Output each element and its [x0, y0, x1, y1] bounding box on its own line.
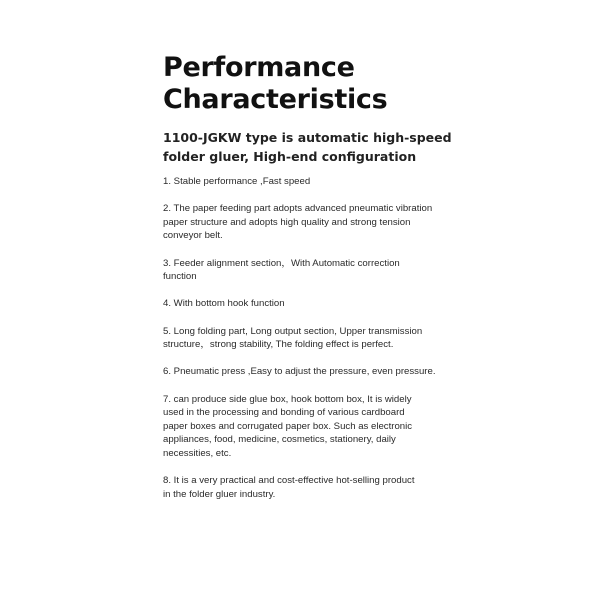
- feature-item-5: 5. Long folding part, Long output section, Upper transmission structure，strong stability, The folding effect is perfect.: [163, 325, 423, 351]
- feature-item-3: 3. Feeder alignment section，With Automatic correction function: [163, 257, 400, 283]
- feature-item-8: 8. It is a very practical and cost-effective hot-selling product in the folder gluer industry.: [163, 475, 415, 500]
- page-subtitle: 1100-JGKW type is automatic high-speed folder gluer, High-end configuration: [163, 130, 452, 164]
- page-title: Performance Characteristics: [163, 52, 388, 115]
- feature-item-4: 4. With bottom hook function: [163, 298, 285, 310]
- feature-item-1: 1. Stable performance ,Fast speed: [163, 176, 311, 187]
- feature-item-7: 7. can produce side glue box, hook bottom box, It is widely used in the processing and bonding of various cardboard paper boxes and corrugated paper box. Such as electronic appliances, food, medicine, cosmetics, stationery, daily necessities, etc.: [163, 393, 413, 459]
- feature-list: [163, 175, 453, 501]
- feature-item-6: 6. Pneumatic press ,Easy to adjust the pressure, even pressure.: [163, 366, 436, 378]
- content-column: [163, 52, 453, 515]
- feature-item-2: 2. The paper feeding part adopts advanced pneumatic vibration paper structure and adopts high quality and strong tension conveyor belt.: [163, 203, 433, 242]
